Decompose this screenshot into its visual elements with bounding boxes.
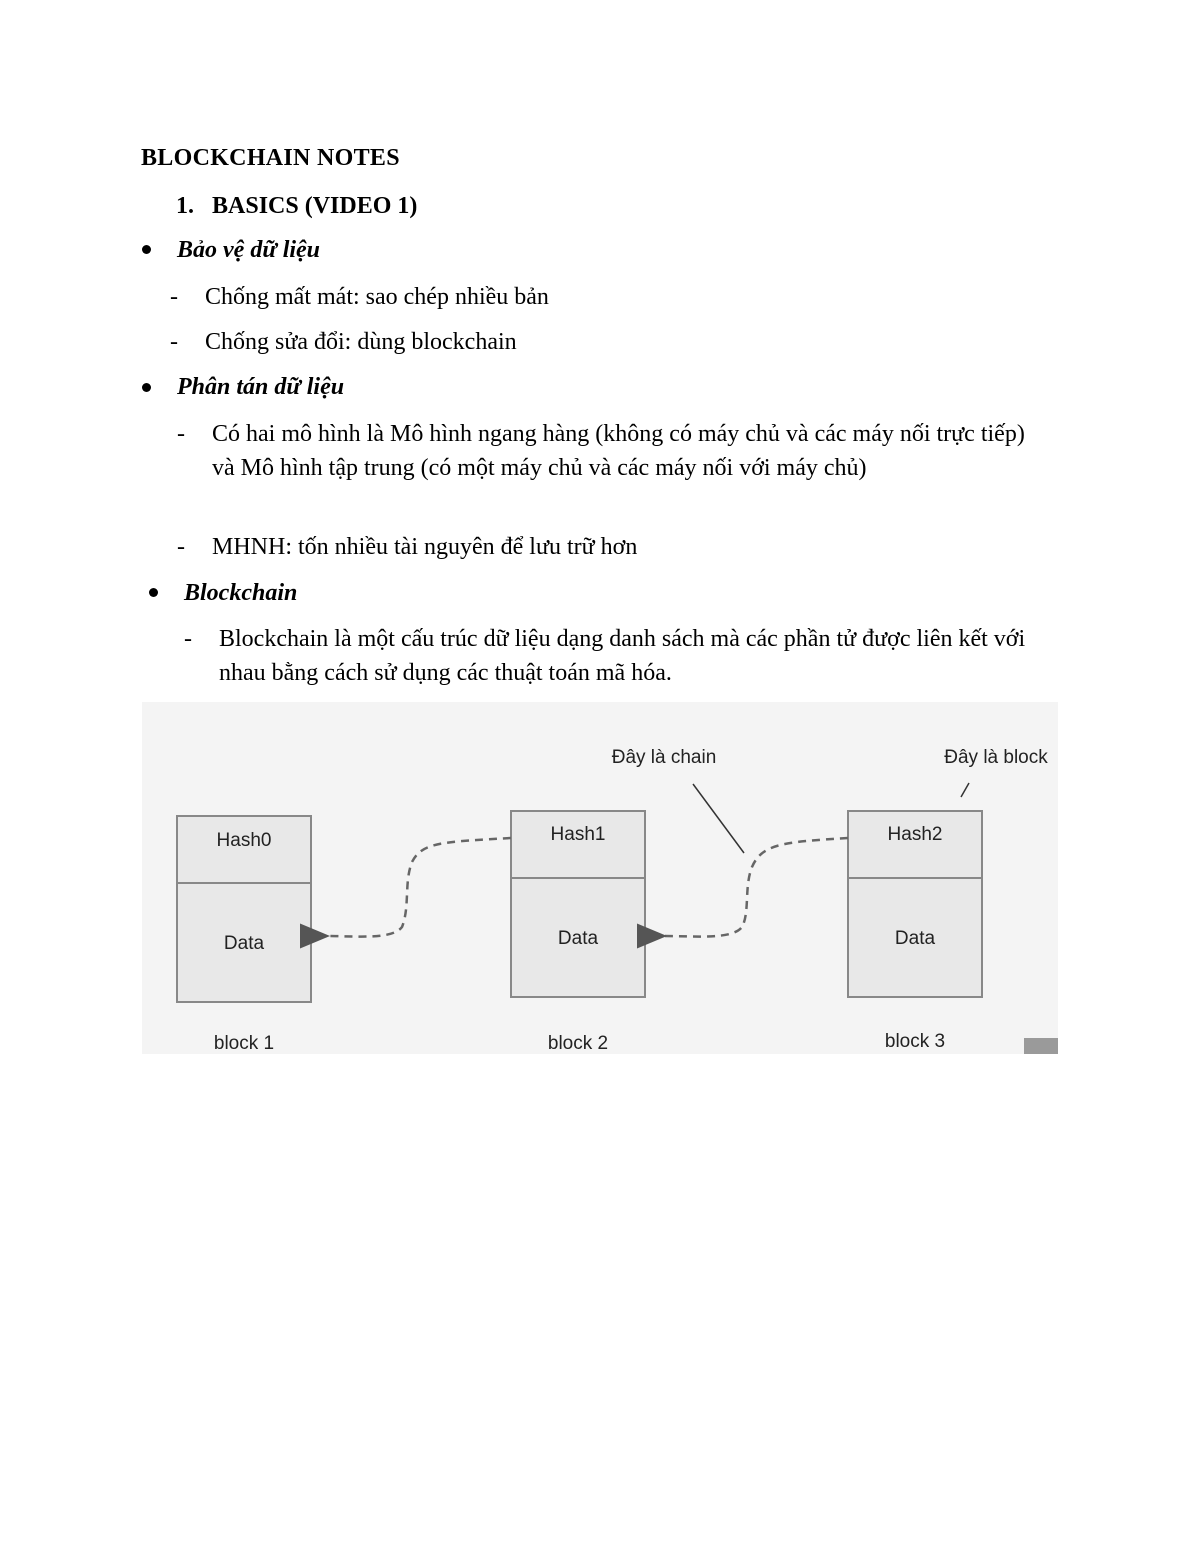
- list-item: Blockchain là một cấu trúc dữ liệu dạng danh sách mà các phần tử được liên kết với nhau bằng cách sử dụng các thuật toán mã hóa.: [219, 626, 1026, 686]
- bullet-dot: [142, 383, 151, 392]
- section-number: 1.: [176, 193, 194, 219]
- block-3-label: block 3: [884, 1031, 946, 1052]
- bullet-dot: [142, 245, 151, 254]
- block-1-hash: Hash0: [216, 830, 272, 851]
- section-title: BASICS (VIDEO 1): [212, 193, 418, 219]
- bullet-title-blockchain: Blockchain: [184, 580, 298, 606]
- block-1-label: block 1: [213, 1033, 275, 1054]
- annotation-chain: Đây là chain: [611, 747, 717, 768]
- block-1-data: Data: [223, 933, 265, 954]
- list-item: Chống mất mát: sao chép nhiều bản: [205, 284, 549, 310]
- list-item: Có hai mô hình là Mô hình ngang hàng (không có máy chủ và các máy nối trực tiếp) và Mô hình tập trung (có một máy chủ và các máy nối với máy chủ): [212, 421, 1025, 481]
- chain-link-arrow: [325, 838, 511, 937]
- block-2-label: block 2: [547, 1033, 609, 1054]
- corner-mark: [1024, 1038, 1058, 1054]
- document-title: BLOCKCHAIN NOTES: [141, 145, 400, 171]
- block-2: [511, 811, 645, 1054]
- list-item: Chống sửa đổi: dùng blockchain: [205, 329, 517, 355]
- bullet-title-bao-ve: Bảo vệ dữ liệu: [177, 237, 321, 263]
- dash-marker: -: [184, 626, 192, 652]
- dash-marker: -: [170, 329, 178, 355]
- blockchain-diagram-svg: [142, 702, 1058, 1054]
- annotation-block-pointer: [961, 783, 969, 797]
- annotation-block: Đây là block: [944, 747, 1048, 768]
- block-3-data: Data: [894, 928, 936, 949]
- dash-marker: -: [177, 534, 185, 560]
- chain-link-arrow: [662, 838, 848, 937]
- block-3: [848, 811, 982, 1052]
- block-2-data: Data: [557, 928, 599, 949]
- block-3-hash: Hash2: [887, 824, 943, 845]
- bullet-title-phan-tan: Phân tán dữ liệu: [177, 374, 345, 400]
- list-item: MHNH: tốn nhiều tài nguyên để lưu trữ hơn: [212, 534, 638, 560]
- annotation-chain-pointer: [693, 784, 744, 853]
- block-1: [177, 816, 311, 1054]
- block-2-hash: Hash1: [550, 824, 606, 845]
- blockchain-diagram: [142, 702, 1058, 1054]
- bullet-dot: [149, 588, 158, 597]
- dash-marker: -: [170, 284, 178, 310]
- dash-marker: -: [177, 421, 185, 447]
